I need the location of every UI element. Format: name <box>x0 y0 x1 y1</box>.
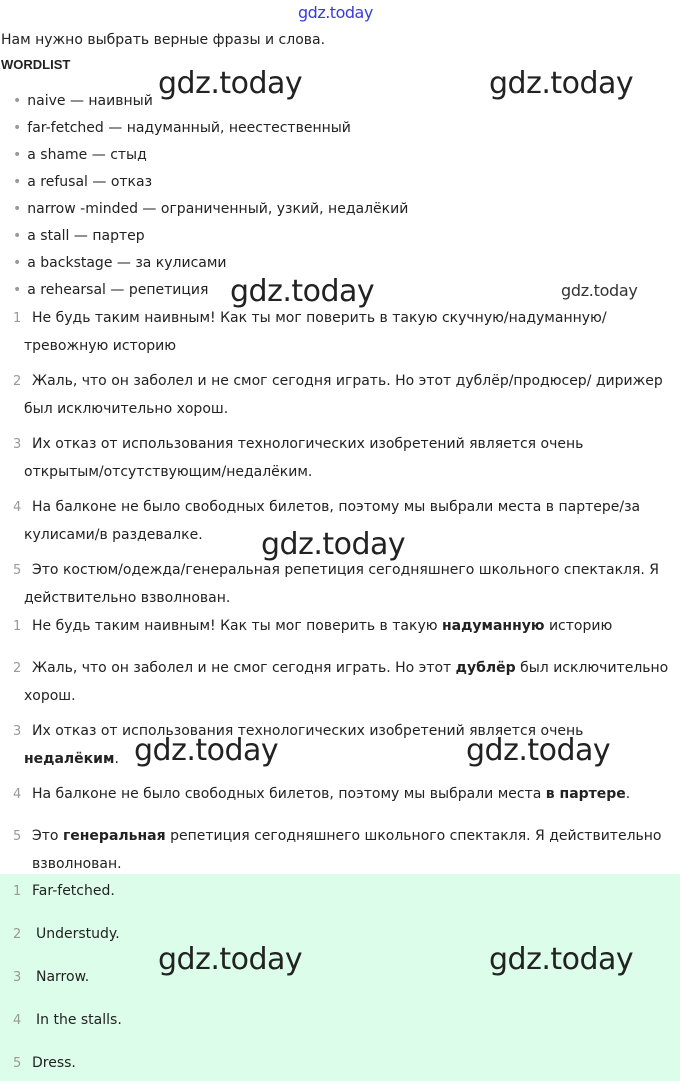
translation-number: 3 <box>13 724 22 739</box>
answer-highlight: дублёр <box>455 660 516 676</box>
wordlist-item-text: a rehearsal — репетиция <box>27 282 209 298</box>
translation-line: взволнован. <box>32 856 122 872</box>
wordlist-item-text: naive — наивный <box>27 93 153 109</box>
exercise-line: На балконе не было свободных билетов, поэтому мы выбрали места в партере/за <box>32 499 641 515</box>
answer-number: 2 <box>13 927 22 942</box>
site-title[interactable]: gdz.today <box>298 3 373 22</box>
watermark: gdz.today <box>158 942 303 977</box>
exercise-number: 3 <box>13 437 22 452</box>
exercise-line: Жаль, что он заболел и не смог сегодня играть. Но этот дублёр/продюсер/ дирижер <box>32 373 663 389</box>
translation-number: 4 <box>13 787 22 802</box>
exercise-line: тревожную историю <box>24 338 177 354</box>
bullet-icon: • <box>13 93 22 109</box>
bullet-icon: • <box>13 147 22 163</box>
answer-highlight: надуманную <box>441 618 545 634</box>
answer-text: Dress. <box>32 1055 76 1071</box>
translation-line: Это генеральная репетиция сегодняшнего школьного спектакля. Я действительно <box>32 828 662 844</box>
watermark: gdz.today <box>261 527 406 562</box>
wordlist-item-text: far-fetched — надуманный, неестественный <box>27 120 351 136</box>
wordlist-item <box>13 120 351 136</box>
exercise-line: открытым/отсутствующим/недалёким. <box>24 464 313 480</box>
exercise-line: Не будь таким наивным! Как ты мог поверить в такую скучную/надуманную/ <box>32 310 607 326</box>
wordlist-item <box>13 282 208 298</box>
answer-number: 5 <box>13 1056 22 1071</box>
wordlist-title: WORDLIST <box>1 57 71 72</box>
answer-number: 4 <box>13 1013 22 1028</box>
answer-highlight: генеральная <box>62 828 166 844</box>
translation-line: Их отказ от использования технологических изобретений является очень <box>32 723 584 739</box>
translation-line: На балконе не было свободных билетов, поэтому мы выбрали места в партере. <box>32 786 631 802</box>
bullet-icon: • <box>13 282 22 298</box>
translation-number: 5 <box>13 829 22 844</box>
bullet-icon: • <box>13 201 22 217</box>
watermark: gdz.today <box>489 66 634 101</box>
watermark: gdz.today <box>489 942 634 977</box>
answer-highlight: недалёким <box>24 751 115 767</box>
exercise-line: Их отказ от использования технологических изобретений является очень <box>32 436 584 452</box>
wordlist-item <box>13 174 152 190</box>
wordlist-item <box>13 228 145 244</box>
wordlist-item-text: a refusal — отказ <box>27 174 153 190</box>
answer-text: In the stalls. <box>36 1012 122 1028</box>
bullet-icon: • <box>13 120 22 136</box>
wordlist-item-text: a shame — стыд <box>27 147 147 163</box>
translation-number: 2 <box>13 661 22 676</box>
answer-text: Far-fetched. <box>32 883 115 899</box>
translation-number: 1 <box>13 619 22 634</box>
answer-number: 1 <box>13 884 22 899</box>
answer-number: 3 <box>13 970 22 985</box>
wordlist-item <box>13 147 147 163</box>
translation-line: Не будь таким наивным! Как ты мог поверить в такую надуманную историю <box>32 618 613 634</box>
bullet-icon: • <box>13 228 22 244</box>
answer-text: Understudy. <box>36 926 120 942</box>
answers-panel <box>0 874 680 1081</box>
bullet-icon: • <box>13 174 22 190</box>
wordlist-item <box>13 255 227 271</box>
answer-highlight: в партере <box>545 786 626 802</box>
wordlist-item <box>13 93 153 109</box>
exercise-line: был исключительно хорош. <box>24 401 229 417</box>
exercise-number: 4 <box>13 500 22 515</box>
exercise-number: 2 <box>13 374 22 389</box>
wordlist-item-text: narrow -minded — ограниченный, узкий, недалёкий <box>27 201 409 217</box>
exercise-line: действительно взволнован. <box>24 590 231 606</box>
answer-text: Narrow. <box>36 969 90 985</box>
exercise-line: Это костюм/одежда/генеральная репетиция сегодняшнего школьного спектакля. Я <box>32 562 660 578</box>
watermark: gdz.today <box>561 281 638 300</box>
watermark: gdz.today <box>230 274 375 309</box>
translation-line: хорош. <box>24 688 76 704</box>
watermark: gdz.today <box>134 733 279 768</box>
exercise-number: 5 <box>13 563 22 578</box>
intro-text: Нам нужно выбрать верные фразы и слова. <box>1 32 326 48</box>
bullet-icon: • <box>13 255 22 271</box>
translation-line: Жаль, что он заболел и не смог сегодня играть. Но этот дублёр был исключительно <box>32 660 669 676</box>
wordlist-item-text: a stall — партер <box>27 228 145 244</box>
watermark: gdz.today <box>158 66 303 101</box>
exercise-number: 1 <box>13 311 22 326</box>
exercise-line: кулисами/в раздевалке. <box>24 527 203 543</box>
translation-line: недалёким. <box>24 751 119 767</box>
wordlist-item-text: a backstage — за кулисами <box>27 255 227 271</box>
watermark: gdz.today <box>466 733 611 768</box>
wordlist-item <box>13 201 408 217</box>
